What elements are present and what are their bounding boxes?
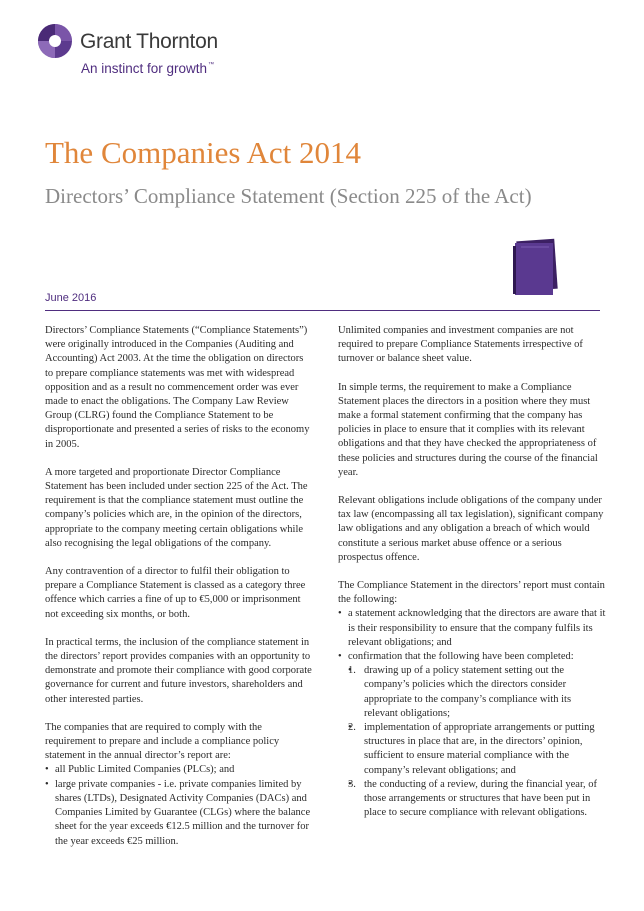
paragraph: Any contravention of a director to fulfil their obligation to prepare a Compliance Statement is classed as a category three offence which carries a fine of up to €5,000 or imprisonment not exceeding six months, or both. [45, 566, 306, 620]
paragraph: Directors’ Compliance Statements (“Compliance Statements”) were originally introduced in the Companies (Auditing and Accounting) Act 2003. At the time the obligation on directors to prepare compliance statements was met with widespread opposition and as a result no commencement order was ever made to enact the obligations. The Company Law Review Group (CLRG) found the Compliance Statement to be disproportionate and presented a series of risks to the economy in 2005. [45, 325, 310, 450]
tagline-text: An instinct for growth [81, 61, 208, 76]
brand-name: Grant Thornton [80, 30, 218, 53]
book-icon [511, 237, 561, 297]
page-subtitle: Directors’ Compliance Statement (Section 225 of the Act) [45, 184, 532, 208]
item-number: • 3. [348, 778, 356, 790]
page-title: The Companies Act 2014 [45, 135, 361, 170]
grant-thornton-logo-icon [36, 22, 74, 60]
list-item: • all Public Limited Companies (PLCs); and [45, 763, 313, 777]
grant-thornton-logo [36, 18, 256, 88]
left-column [45, 324, 313, 849]
item-text: drawing up of a policy statement setting out the company’s policies which the directors consider appropriate to the company’s compliance with its relevant obligations; [364, 665, 572, 719]
item-text: implementation of appropriate arrangements or putting structures in place that are, in the directors’ opinion, sufficient to ensure material compliance with the company’s relevant obligations; and [364, 722, 595, 776]
numbered-item [348, 664, 606, 721]
numbered-list [348, 664, 606, 820]
header-divider [45, 310, 600, 311]
numbered-item [348, 721, 606, 778]
item-text: the conducting of a review, during the financial year, of those arrangements or structures that have been put in place to secure compliance with relevant obligations. [364, 778, 598, 819]
brand-tagline [81, 61, 214, 76]
numbered-item [348, 778, 606, 821]
paragraph: Relevant obligations include obligations of the company under tax law (encompassing all tax legislation), significant company law obligations and any obligation a breach of which would constitute a serious market abuse offence or a serious prospectus offence. [338, 495, 604, 563]
item-number: • 1. [348, 665, 356, 677]
bullet-list [45, 763, 313, 848]
paragraph: A more targeted and proportionate Director Compliance Statement has been included under section 225 of the Act. The requirement is that the compliance statement must outline the company’s policies which are, in the opinion of the directors, appropriate to the company meeting certain obligations while also recognising the legal obligations of the company. [45, 466, 308, 549]
paragraph: The Compliance Statement in the directors’ report must contain the following: [338, 580, 605, 606]
right-column [338, 324, 606, 821]
paragraph: In simple terms, the requirement to make a Compliance Statement places the directors in a position where they must make a formal statement confirming that the company has policies in place to ensure that it complies with its relevant obligations and that they have checked the appropriateness of these policies and structures during the course of the financial year. [338, 381, 598, 478]
paragraph: In practical terms, the inclusion of the compliance statement in the directors’ report provides companies with an opportunity to demonstrate and promote their compliance with good corporate governance for current and future investors, shareholders and other interested parties. [45, 636, 312, 705]
bullet-list [338, 607, 606, 820]
list-item: • a statement acknowledging that the directors are aware that it is their responsibility to ensure that the company fulfils its relevant obligations; and [338, 607, 606, 650]
trademark-mark: ™ [208, 62, 215, 68]
publication-date: June 2016 [45, 292, 97, 304]
list-item [338, 650, 606, 820]
list-item: • large private companies - i.e. private companies limited by shares (LTDs), Designated Activity Companies (DACs) and Companies Limited by Guarantee (CLGs) where the balance sheet for the year exceeds €12.5 million and the turnover for the year exceeds €25 million. [45, 778, 313, 849]
list-item-text: confirmation that the following have been completed: [348, 651, 574, 663]
paragraph: The companies that are required to comply with the requirement to prepare and include a compliance policy statement in the annual director’s report are: [45, 721, 280, 762]
item-number: • 2. [348, 722, 356, 734]
paragraph: Unlimited companies and investment companies are not required to prepare Compliance Statements irrespective of turnover or balance sheet value. [338, 325, 583, 365]
